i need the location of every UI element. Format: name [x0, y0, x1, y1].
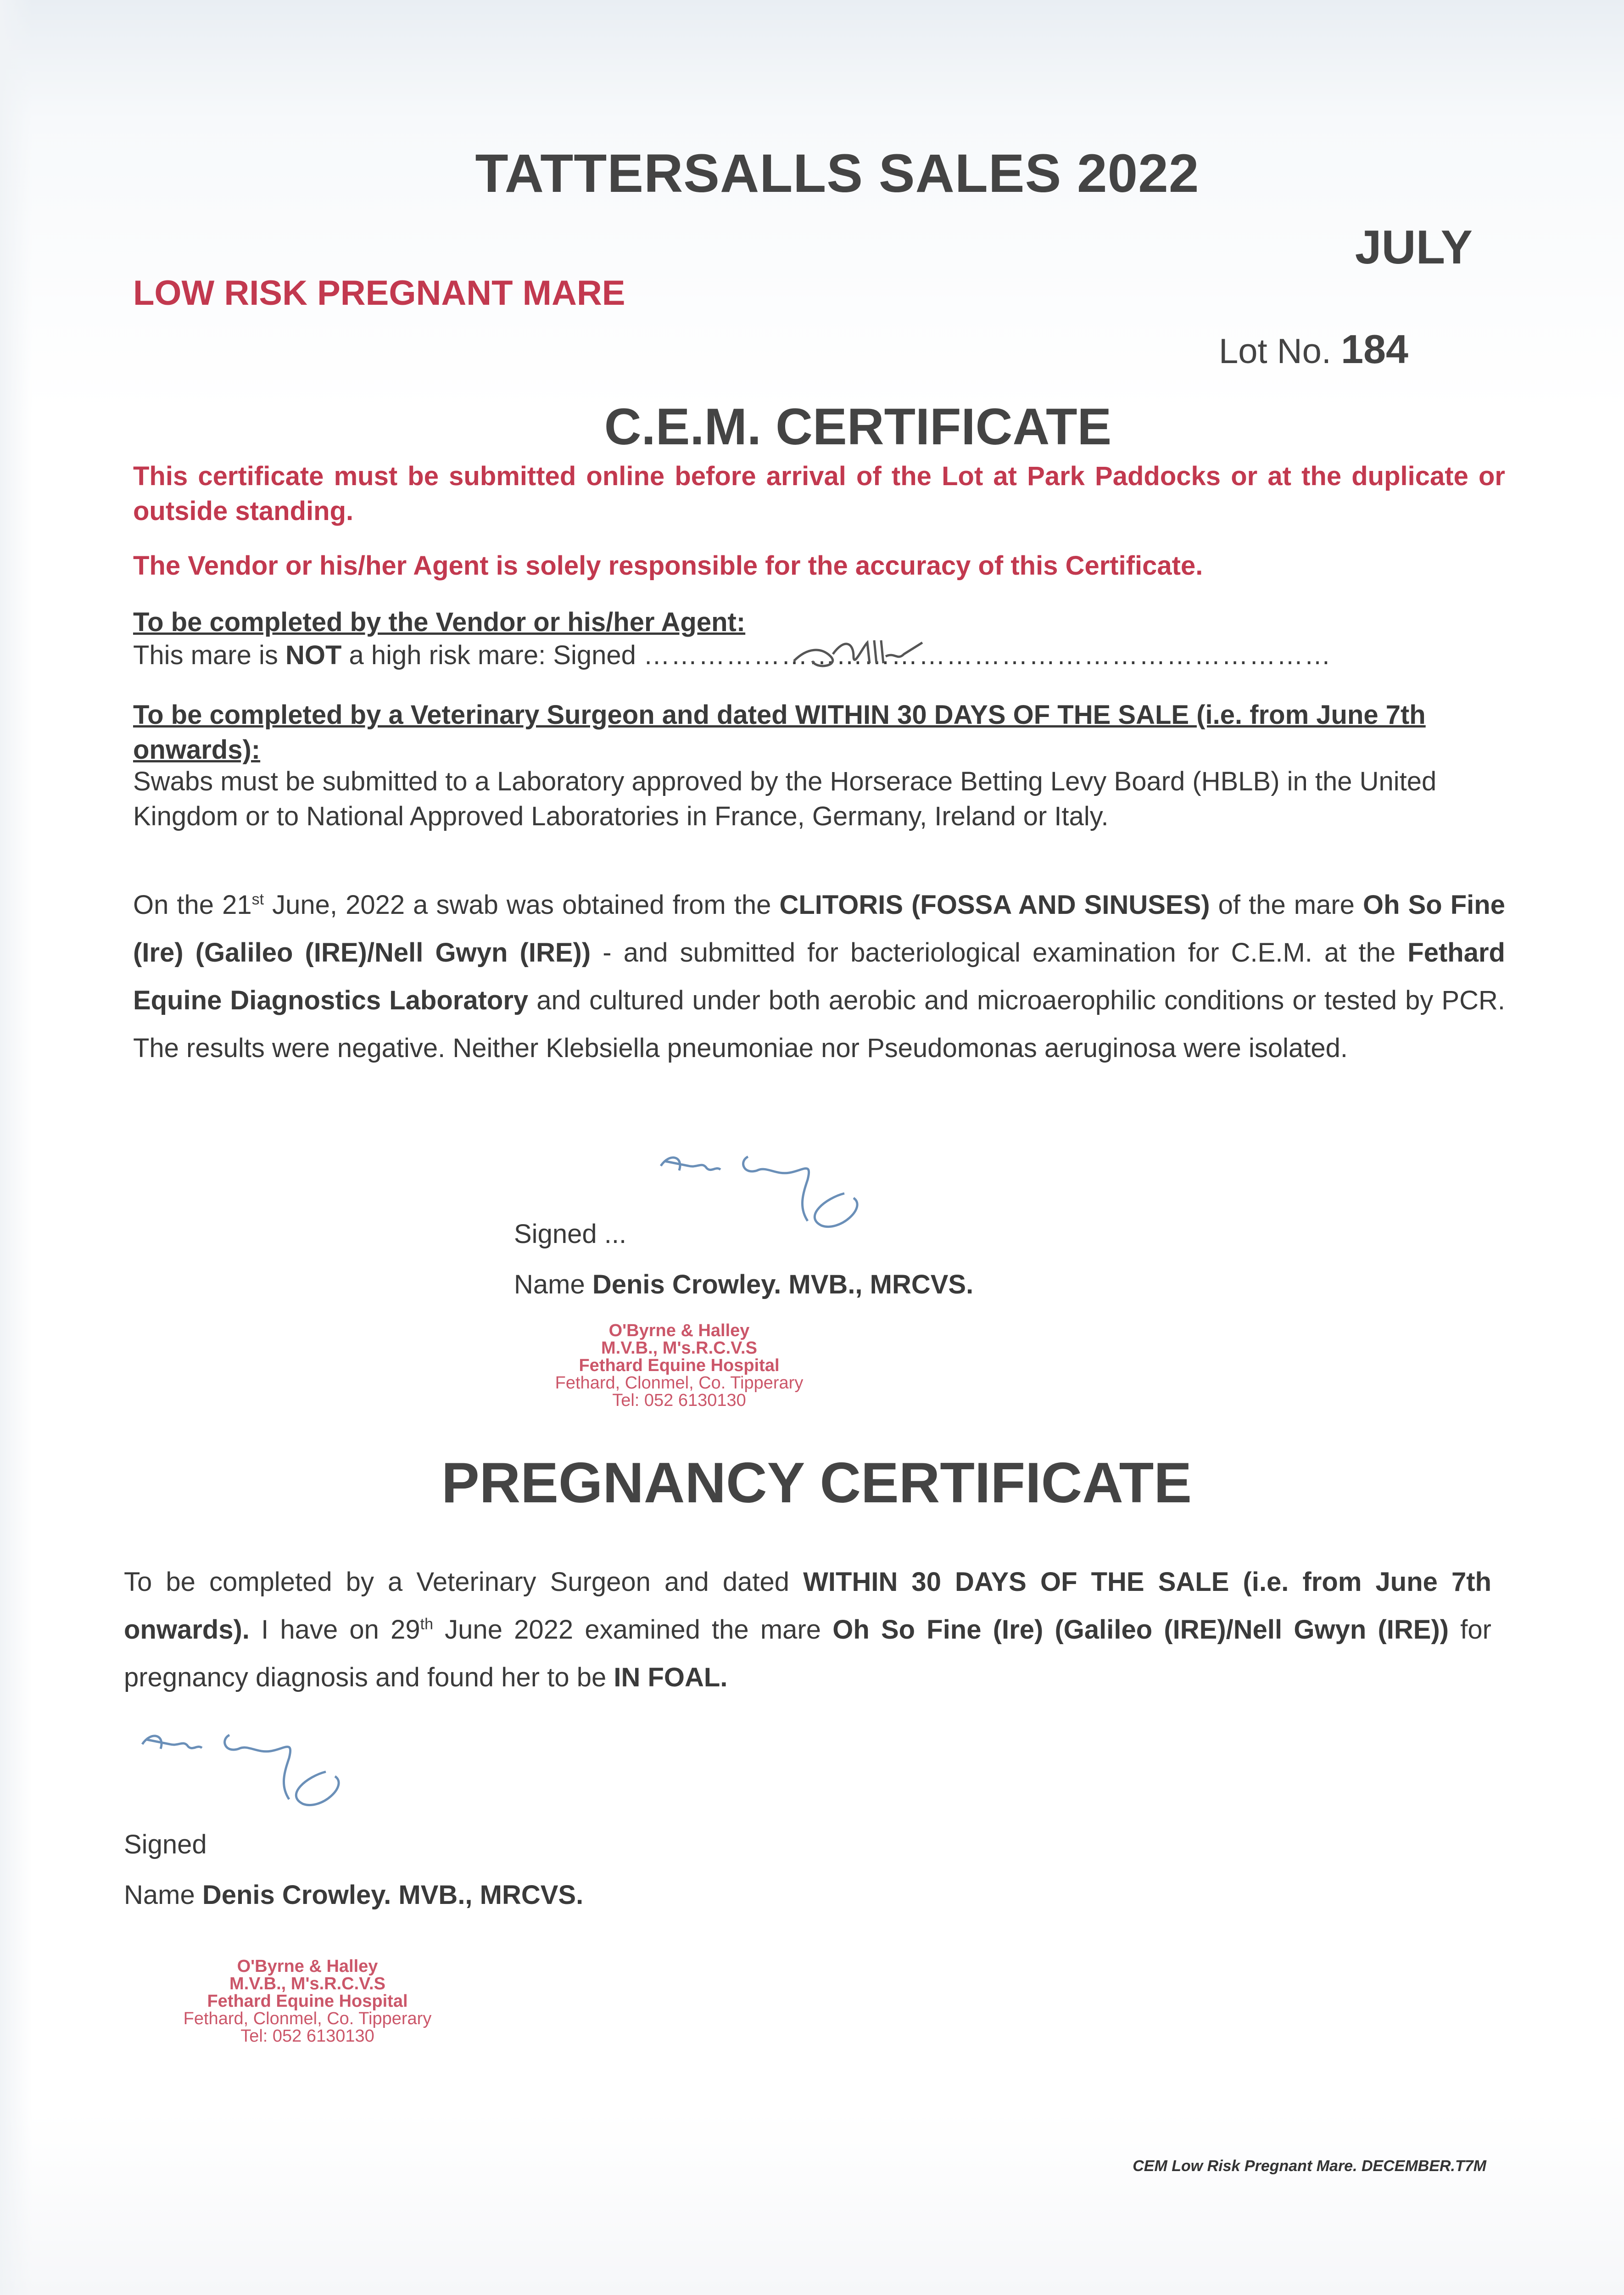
practice-stamp: O'Byrne & Halley M.V.B., M's.R.C.V.S Fethard Equine Hospital Fethard, Clonmel, Co. Tipperary Tel: 052 6130130 — [555, 1321, 804, 1410]
pregnancy-signed-label: Signed — [124, 1830, 207, 1859]
risk-label: LOW RISK PREGNANT MARE — [133, 274, 625, 313]
sale-month: JULY — [1355, 221, 1473, 274]
cem-swab-statement: On the 21st June, 2022 a swab was obtained from the CLITORIS (FOSSA AND SINUSES) of the mare Oh So Fine (Ire) (Galileo (IRE)/Nell Gwyn (IRE)) - and submitted for bacteriological examination for C.E.M. at the Fethard Equine Diagnostics Laboratory and cultured under both aerobic and microaerophilic conditions or tested by PCR. The results were negative. Neither Klebsiella pneumoniae nor Pseudomonas aeruginosa were isolated. — [133, 890, 1505, 1063]
pregnancy-vet-name: Name Denis Crowley. MVB., MRCVS. — [124, 1880, 584, 1910]
vendor-heading: To be completed by the Vendor or his/her Agent: — [133, 607, 746, 637]
pregnancy-certificate-title: PREGNANCY CERTIFICATE — [441, 1451, 1192, 1515]
practice-stamp-2: O'Byrne & Halley M.V.B., M's.R.C.V.S Fethard Equine Hospital Fethard, Clonmel, Co. Tipperary Tel: 052 6130130 — [183, 1957, 432, 2046]
submission-notice: This certificate must be submitted online before arrival of the Lot at Park Paddocks or at the duplicate or outside standing. — [133, 461, 1505, 526]
cem-signed-label: Signed ... — [514, 1219, 627, 1249]
sales-title: TATTERSALLS SALES 2022 — [475, 143, 1200, 204]
scan-shadow — [0, 0, 32, 2295]
lot-number: Lot No. 184 — [1219, 326, 1408, 372]
vet-signature — [652, 1134, 890, 1235]
cem-certificate-title: C.E.M. CERTIFICATE — [604, 398, 1112, 455]
cem-vet-name: Name Denis Crowley. MVB., MRCVS. — [514, 1270, 974, 1299]
pregnancy-vet-signature — [133, 1712, 372, 1813]
vendor-signature — [789, 629, 927, 679]
pregnancy-statement: To be completed by a Veterinary Surgeon and dated WITHIN 30 DAYS OF THE SALE (i.e. from June 7th onwards). I have on 29th June 2022 examined the mare Oh So Fine (Ire) (Galileo (IRE)/Nell Gwyn (IRE)) for pregnancy diagnosis and found her to be IN FOAL. — [124, 1567, 1491, 1692]
vendor-statement: This mare is NOT a high risk mare: Signed ………………………………………………………………… — [133, 640, 1332, 670]
vet-heading: To be completed by a Veterinary Surgeon and dated WITHIN 30 DAYS OF THE SALE (i.e. from June 7th onwards): — [133, 700, 1426, 765]
responsibility-notice: The Vendor or his/her Agent is solely responsible for the accuracy of this Certificate. — [133, 551, 1203, 581]
laboratory-note: Swabs must be submitted to a Laboratory approved by the Horserace Betting Levy Board (HBLB) in the United Kingdom or to National Approved Laboratories in France, Germany, Ireland or Italy. — [133, 767, 1437, 831]
document-reference: CEM Low Risk Pregnant Mare. DECEMBER.T7M — [1133, 2157, 1486, 2175]
